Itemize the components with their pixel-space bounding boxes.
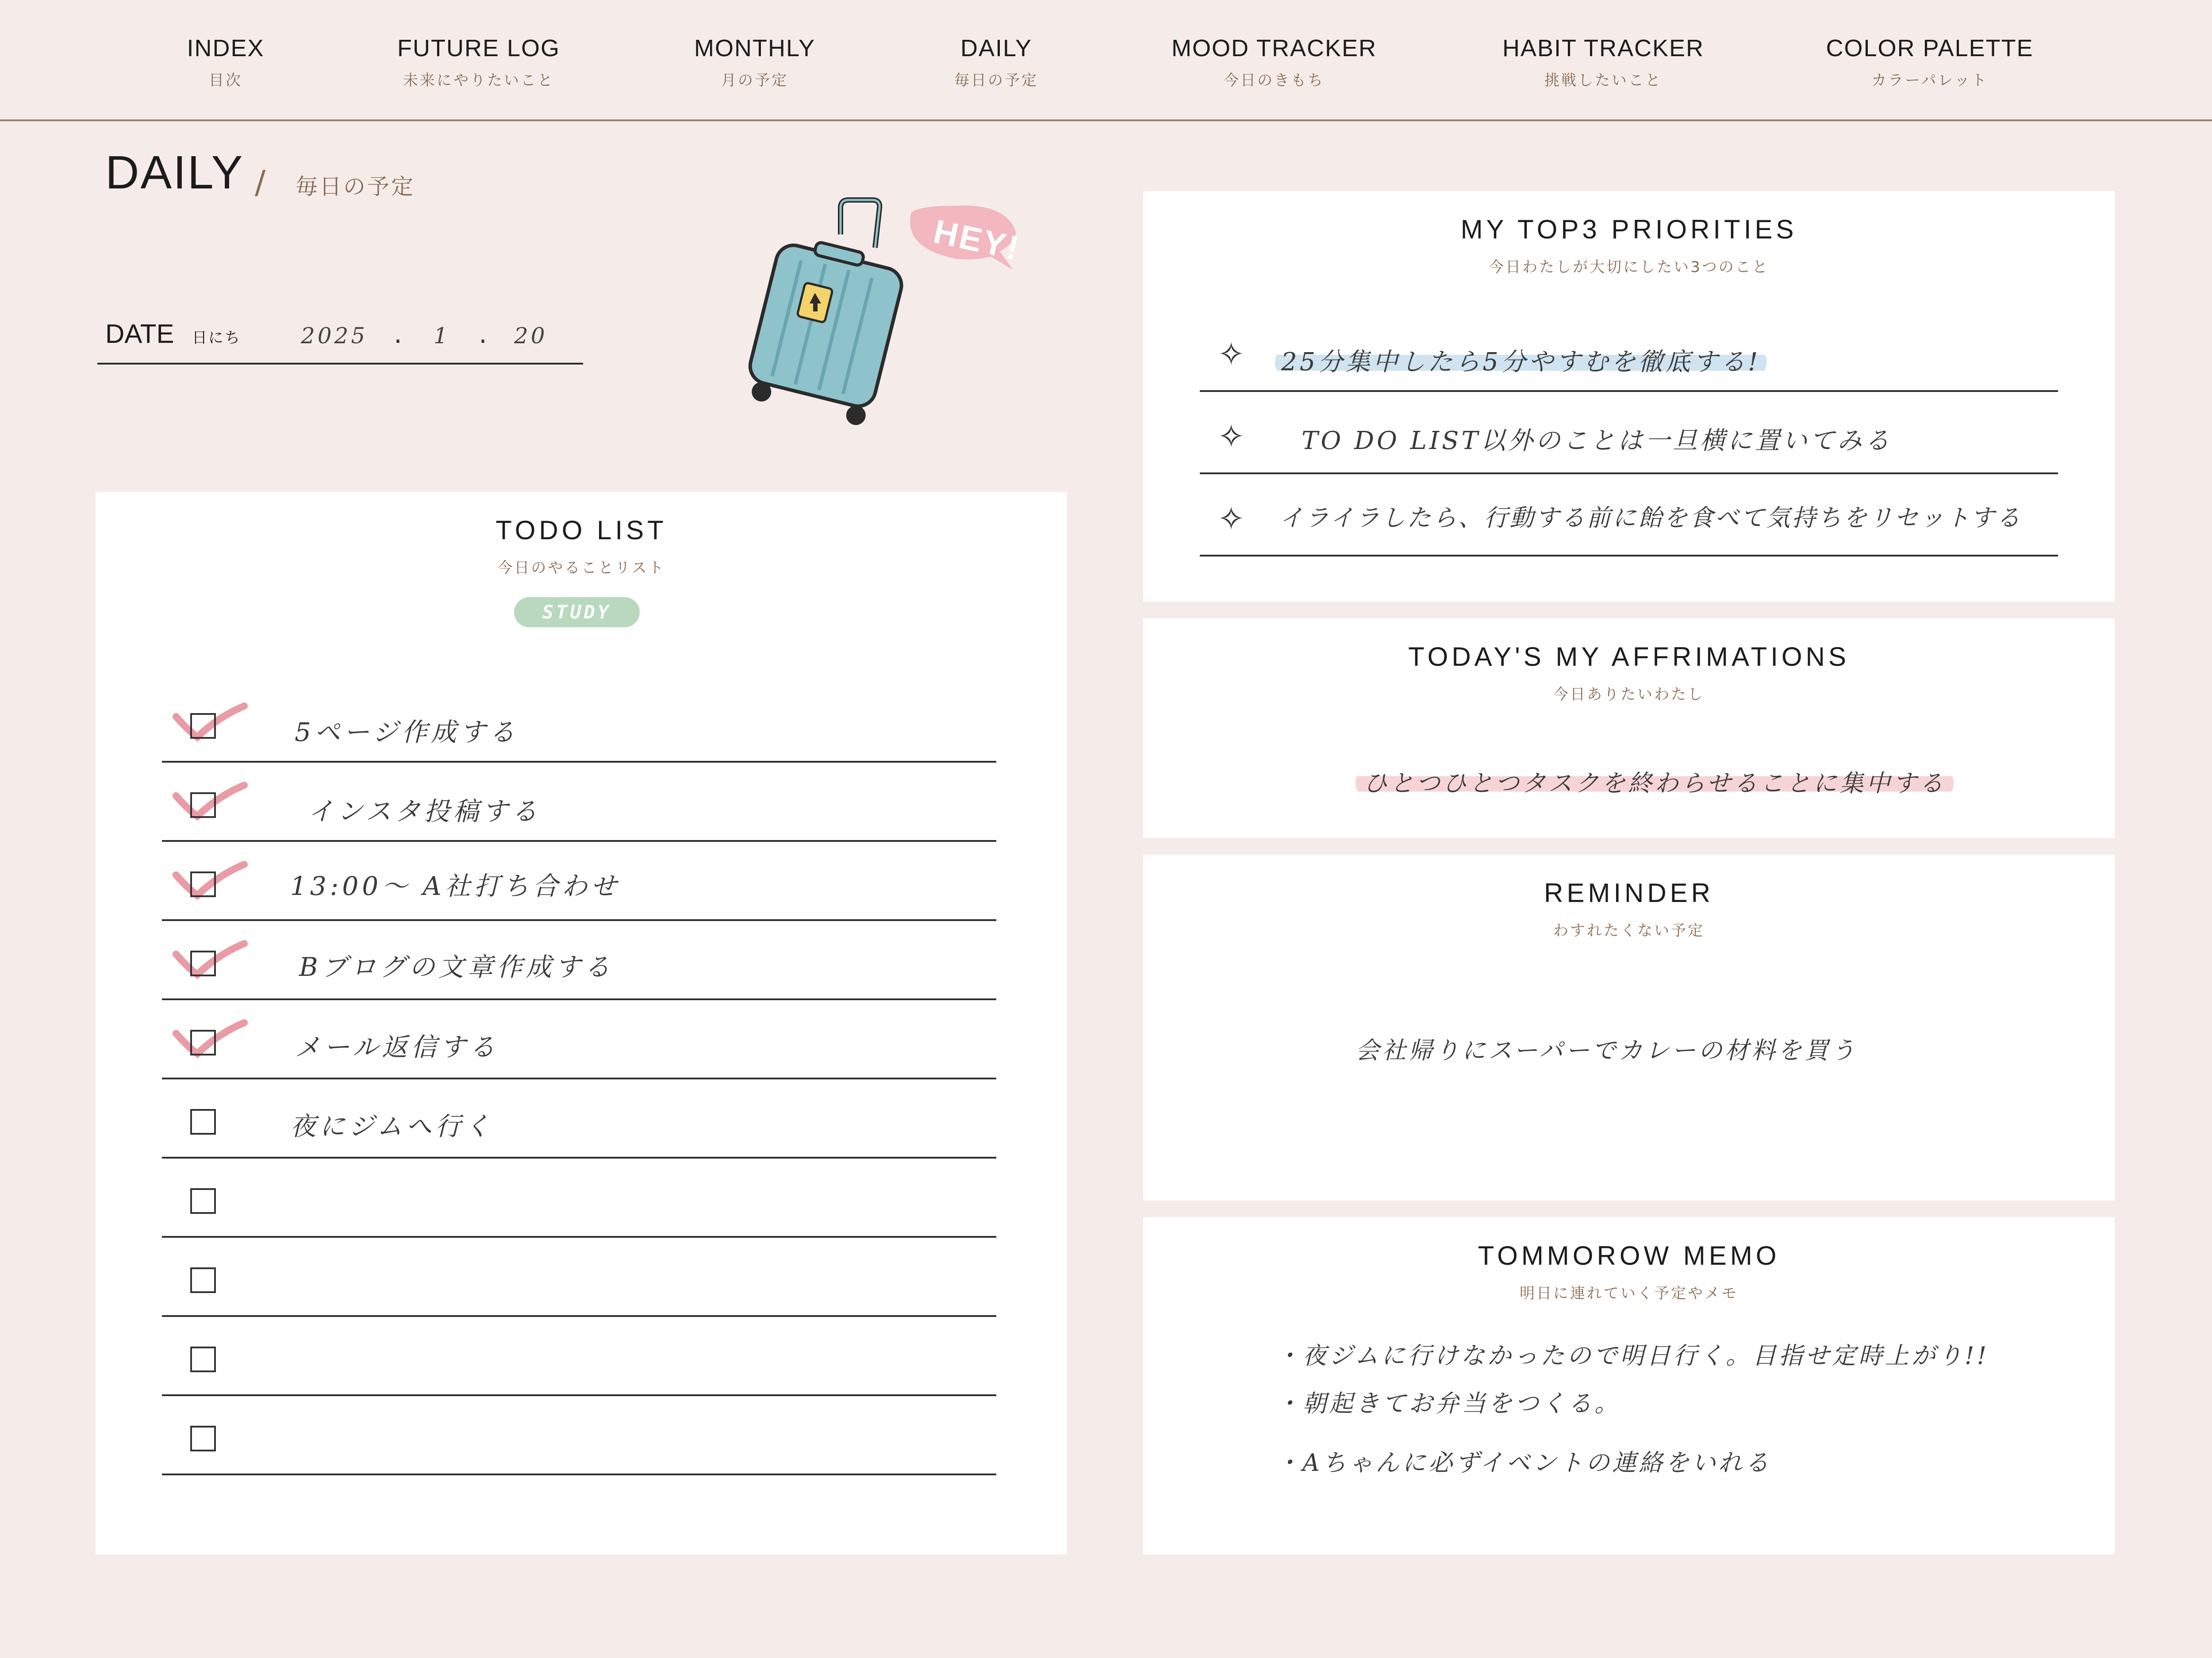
suitcase-illustration [708, 195, 1044, 442]
study-tag: STUDY [514, 597, 640, 627]
todo-row[interactable] [162, 683, 996, 763]
priority-highlight: 25分集中したら5分やすむを徹底する! [1275, 348, 1767, 376]
memo-item: ・Aちゃんに必ずイベントの連絡をいれる [1276, 1449, 1772, 1477]
date-field[interactable] [97, 310, 583, 365]
priority-text: TO DO LIST以外のことは一旦横に置いてみる [1302, 426, 1892, 455]
nav-label: HABIT TRACKER [1502, 35, 1705, 61]
page-title: DAILY [105, 146, 244, 199]
sparkle-icon: ✧ [1217, 335, 1245, 373]
sparkle-icon: ✧ [1217, 418, 1245, 456]
todo-checkbox[interactable] [190, 1109, 216, 1135]
todo-text: 夜にジムへ行く [290, 1111, 494, 1141]
nav-label: COLOR PALETTE [1826, 35, 2034, 61]
date-separator: . [394, 319, 403, 349]
affirmations-subtitle: 今日ありたいわたし [1553, 686, 1705, 703]
todo-row[interactable] [162, 1158, 996, 1238]
reminder-subtitle: わすれたくない予定 [1553, 922, 1705, 940]
reminder-panel [1143, 855, 2115, 1201]
todo-text: メール返信する [295, 1032, 499, 1062]
todo-row[interactable] [162, 762, 996, 842]
todo-checkbox[interactable] [190, 951, 216, 976]
date-year: 2025 [301, 323, 368, 349]
top-navigation [0, 0, 2212, 121]
date-label: DATE [105, 319, 174, 349]
nav-sublabel: 月の予定 [721, 72, 788, 89]
todo-row[interactable] [162, 1316, 996, 1396]
nav-sublabel: カラーパレット [1871, 72, 1988, 89]
nav-label: MOOD TRACKER [1171, 35, 1377, 61]
nav-label: INDEX [187, 35, 265, 61]
nav-label: DAILY [960, 35, 1033, 61]
nav-label: MONTHLY [694, 35, 815, 61]
page-subtitle: 毎日の予定 [296, 174, 415, 200]
memo-subtitle: 明日に連れていく予定やメモ [1520, 1285, 1738, 1302]
todo-text: インスタ投稿する [308, 796, 541, 826]
todo-checkbox[interactable] [190, 1347, 216, 1372]
nav-sublabel: 今日のきもち [1224, 72, 1325, 89]
reminder-title: REMINDER [1544, 878, 1714, 908]
nav-sublabel: 毎日の予定 [954, 72, 1038, 89]
priority-text: イライラしたら、行動する前に飴を食べて気持ちをリセットする [1279, 504, 2022, 532]
memo-title: TOMMOROW MEMO [1478, 1241, 1780, 1270]
todo-row[interactable] [162, 1396, 996, 1475]
todo-checkbox[interactable] [190, 713, 216, 739]
nav-item-color-palette[interactable] [1797, 35, 2062, 90]
priority-item[interactable] [1200, 392, 2058, 474]
todo-row[interactable] [162, 1079, 996, 1159]
todo-text: Bブログの文章作成する [299, 952, 614, 982]
todo-row[interactable] [162, 1237, 996, 1317]
hey-text: HEY! [930, 212, 1024, 268]
todo-checkbox[interactable] [190, 1267, 216, 1293]
nav-item-habit-tracker[interactable] [1471, 35, 1736, 90]
nav-sublabel: 未来にやりたいこと [403, 72, 554, 89]
memo-item: ・朝起きてお弁当をつくる。 [1276, 1389, 1621, 1417]
nav-item-monthly[interactable] [622, 35, 887, 90]
nav-item-index[interactable] [93, 35, 358, 90]
nav-item-future-log[interactable] [346, 35, 611, 90]
sparkle-icon: ✧ [1217, 500, 1245, 538]
date-separator: . [479, 319, 488, 349]
nav-item-daily[interactable] [864, 35, 1129, 90]
todo-checkbox[interactable] [190, 871, 216, 897]
priorities-title: MY TOP3 PRIORITIES [1460, 215, 1797, 244]
todo-checkbox[interactable] [190, 1188, 216, 1214]
reminder-text: 会社帰りにスーパーでカレーの材料を買う [1356, 1036, 1858, 1064]
affirmation-highlight: ひとつひとつタスクを終わらせることに集中する [1356, 769, 1954, 797]
todo-row[interactable] [162, 841, 996, 921]
todo-row[interactable] [162, 921, 996, 1000]
nav-sublabel: 挑戦したいこと [1544, 72, 1662, 89]
tomorrow-memo-panel [1143, 1217, 2115, 1554]
memo-item: ・夜ジムに行けなかったので明日行く。目指せ定時上がり!! [1276, 1342, 1989, 1370]
affirmations-panel [1143, 618, 2115, 838]
nav-sublabel: 目次 [209, 72, 242, 89]
todo-title: TODO LIST [495, 515, 667, 545]
todo-checkbox[interactable] [190, 1426, 216, 1451]
priorities-subtitle: 今日わたしが大切にしたい3つのこと [1489, 258, 1769, 276]
date-sublabel: 日にち [192, 329, 241, 347]
todo-checkbox[interactable] [190, 1030, 216, 1055]
todo-text: 13:00〜 A社打ち合わせ [290, 871, 620, 901]
priority-text [1275, 342, 1767, 378]
priority-item[interactable] [1200, 474, 2058, 557]
todo-text: 5ページ作成する [295, 717, 518, 747]
todo-row[interactable] [162, 1000, 996, 1079]
nav-label: FUTURE LOG [397, 35, 561, 61]
todo-list-panel [96, 492, 1067, 1554]
todo-subtitle: 今日のやることリスト [497, 559, 665, 577]
todo-checkbox[interactable] [190, 792, 216, 818]
priorities-panel [1143, 191, 2115, 602]
affirmation-text [1356, 764, 1954, 798]
nav-item-mood-tracker[interactable] [1141, 35, 1407, 90]
date-month: 1 [434, 323, 450, 349]
affirmations-title: TODAY'S MY AFFRIMATIONS [1408, 642, 1850, 672]
date-day: 20 [514, 323, 548, 349]
title-divider: / [255, 164, 266, 201]
priority-item[interactable] [1200, 310, 2058, 392]
